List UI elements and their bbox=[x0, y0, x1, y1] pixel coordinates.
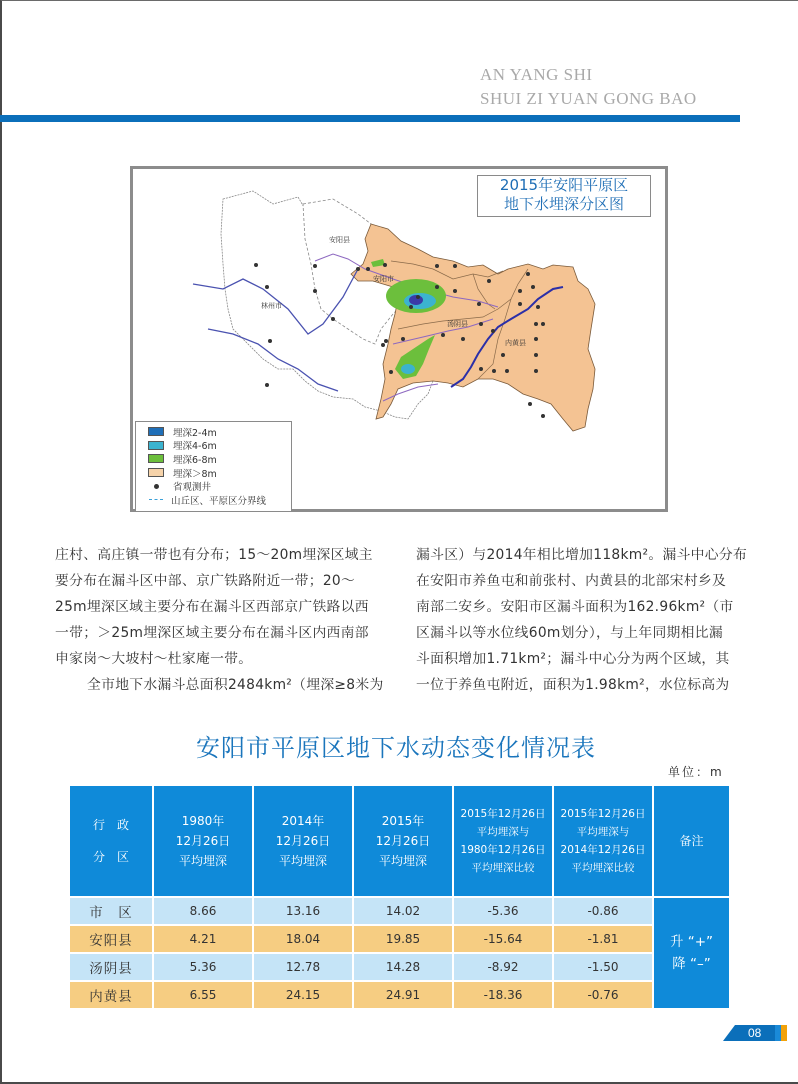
zone-2-4m bbox=[409, 295, 423, 305]
column-header-line: 平均埋深与 bbox=[476, 826, 530, 838]
column-header-line: 平均埋深比较 bbox=[471, 862, 535, 874]
note-rise: 升 “+” bbox=[669, 934, 714, 950]
value-cell: 14.02 bbox=[353, 897, 453, 925]
legend-item bbox=[136, 479, 291, 493]
legend-label: 省观测井 bbox=[173, 482, 212, 494]
value-cell: -18.36 bbox=[453, 981, 553, 1009]
column-header bbox=[69, 785, 153, 897]
text-line: 申家岗～大坡村～杜家庵一带。 bbox=[55, 651, 253, 667]
note-fall: 降 “–” bbox=[672, 956, 711, 972]
legend-item bbox=[136, 425, 291, 439]
legend-label: 埋深4-6m bbox=[173, 441, 217, 453]
column-header-line: 2015年12月26日 bbox=[560, 808, 646, 820]
well-dot-icon bbox=[154, 484, 159, 489]
legend-swatch bbox=[148, 454, 164, 463]
value-cell: 4.21 bbox=[153, 925, 253, 953]
groundwater-change-table bbox=[68, 784, 731, 1010]
map-title bbox=[477, 175, 651, 217]
label-linzhou: 林州市 bbox=[261, 302, 282, 310]
text-line: 25m埋深区域主要分布在漏斗区西部京广铁路以西 bbox=[55, 599, 369, 615]
column-header-line: 1980年 bbox=[181, 814, 225, 828]
legend-swatch bbox=[148, 441, 164, 450]
text-line: 南部二安乡。安阳市区漏斗面积为162.96km²（市 bbox=[416, 599, 734, 615]
text-line: 在安阳市养鱼屯和前张村、内黄县的北部宋村乡及 bbox=[416, 573, 727, 589]
column-header-line: 2015年 bbox=[381, 814, 425, 828]
running-header bbox=[480, 63, 697, 111]
text-line: 一带；＞25m埋深区域主要分布在漏斗区内西南部 bbox=[55, 625, 369, 641]
column-header-line: 2014年 bbox=[281, 814, 325, 828]
column-header-line: 2015年12月26日 bbox=[460, 808, 546, 820]
district-cell: 内黄县 bbox=[69, 981, 153, 1009]
column-header-line: 平均埋深比较 bbox=[571, 862, 635, 874]
value-cell: 24.91 bbox=[353, 981, 453, 1009]
value-cell: -8.92 bbox=[453, 953, 553, 981]
value-cell: 8.66 bbox=[153, 897, 253, 925]
value-cell: -1.81 bbox=[553, 925, 653, 953]
value-cell: 18.04 bbox=[253, 925, 353, 953]
table-row bbox=[69, 981, 730, 1009]
text-line: 要分布在漏斗区中部、京广铁路附近一带；20～ bbox=[55, 573, 356, 589]
column-header bbox=[453, 785, 553, 897]
text-column-left bbox=[55, 542, 400, 698]
value-cell: -15.64 bbox=[453, 925, 553, 953]
label-anyang-city: 安阳市 bbox=[373, 275, 394, 283]
map-title-line-1: 2015年安阳平原区 bbox=[499, 176, 629, 194]
legend-swatch bbox=[148, 427, 164, 436]
legend-label: 山丘区、平原区分界线 bbox=[171, 495, 267, 507]
legend-label: 埋深2-4m bbox=[173, 427, 217, 439]
value-cell: -0.86 bbox=[553, 897, 653, 925]
table-title: 安阳市平原区地下水动态变化情况表 bbox=[196, 734, 596, 762]
column-header-line: 平均埋深与 bbox=[576, 826, 630, 838]
value-cell: 6.55 bbox=[153, 981, 253, 1009]
text-line: 漏斗区）与2014年相比增加118km²。漏斗中心分布 bbox=[416, 547, 748, 563]
header-line-2: SHUI ZI YUAN GONG BAO bbox=[480, 89, 697, 108]
label-anyang-county: 安阳县 bbox=[329, 236, 350, 244]
text-line: 斗面积增加1.71km²；漏斗中心分为两个区域，其 bbox=[416, 651, 730, 667]
column-header-line: 平均埋深 bbox=[278, 854, 327, 868]
map-title-line-2: 地下水埋深分区图 bbox=[503, 195, 624, 213]
column-header-line: 分 区 bbox=[92, 850, 129, 864]
table-header-row bbox=[69, 785, 730, 897]
value-cell: 5.36 bbox=[153, 953, 253, 981]
value-cell: -0.76 bbox=[553, 981, 653, 1009]
value-cell: 24.15 bbox=[253, 981, 353, 1009]
legend-swatch bbox=[148, 468, 164, 477]
value-cell: 12.78 bbox=[253, 953, 353, 981]
text-line: 庄村、高庄镇一带也有分布；15～20m埋深区域主 bbox=[55, 547, 373, 563]
text-line: 一位于养鱼屯附近，面积为1.98km²，水位标高为 bbox=[416, 677, 730, 693]
header-rule bbox=[0, 115, 740, 122]
column-header-line: 2014年12月26日 bbox=[560, 844, 646, 856]
legend-item bbox=[136, 452, 291, 466]
page-number: 08 bbox=[748, 1026, 762, 1040]
value-cell: -5.36 bbox=[453, 897, 553, 925]
column-header-line: 平均埋深 bbox=[378, 854, 427, 868]
label-tangyin: 汤阴县 bbox=[447, 320, 468, 328]
unit-label: 单位：m bbox=[668, 765, 724, 779]
column-header-line: 12月26日 bbox=[375, 834, 431, 848]
column-header-line: 平均埋深 bbox=[178, 854, 227, 868]
header-line-1: AN YANG SHI bbox=[480, 65, 593, 84]
boundary-line-icon bbox=[149, 499, 163, 500]
groundwater-depth-map bbox=[130, 166, 668, 512]
column-header bbox=[153, 785, 253, 897]
legend-item bbox=[136, 493, 291, 507]
column-header bbox=[353, 785, 453, 897]
value-cell: -1.50 bbox=[553, 953, 653, 981]
legend-item bbox=[136, 439, 291, 453]
label-neihuang: 内黄县 bbox=[505, 339, 526, 347]
table-row bbox=[69, 897, 730, 925]
district-cell: 安阳县 bbox=[69, 925, 153, 953]
legend-item bbox=[136, 466, 291, 480]
column-header-line: 备注 bbox=[679, 834, 704, 848]
value-cell: 13.16 bbox=[253, 897, 353, 925]
note-cell bbox=[653, 897, 730, 1009]
table-row bbox=[69, 925, 730, 953]
text-column-right bbox=[416, 542, 746, 698]
district-cell: 汤阴县 bbox=[69, 953, 153, 981]
map-legend bbox=[135, 421, 292, 512]
zone-4-6m bbox=[401, 364, 415, 374]
text-line: 全市地下水漏斗总面积2484km²（埋深≥8米为 bbox=[87, 677, 384, 693]
district-cell: 市 区 bbox=[69, 897, 153, 925]
column-header-line: 12月26日 bbox=[175, 834, 231, 848]
column-header-line: 行 政 bbox=[92, 818, 129, 832]
table-row bbox=[69, 953, 730, 981]
value-cell: 14.28 bbox=[353, 953, 453, 981]
column-header-line: 12月26日 bbox=[275, 834, 331, 848]
column-header bbox=[653, 785, 730, 897]
column-header bbox=[553, 785, 653, 897]
legend-label: 埋深＞8m bbox=[173, 468, 217, 480]
legend-label: 埋深6-8m bbox=[173, 454, 217, 466]
column-header bbox=[253, 785, 353, 897]
column-header-line: 1980年12月26日 bbox=[460, 844, 546, 856]
text-line: 区漏斗以等水位线60m划分），与上年同期相比漏 bbox=[416, 625, 723, 641]
value-cell: 19.85 bbox=[353, 925, 453, 953]
